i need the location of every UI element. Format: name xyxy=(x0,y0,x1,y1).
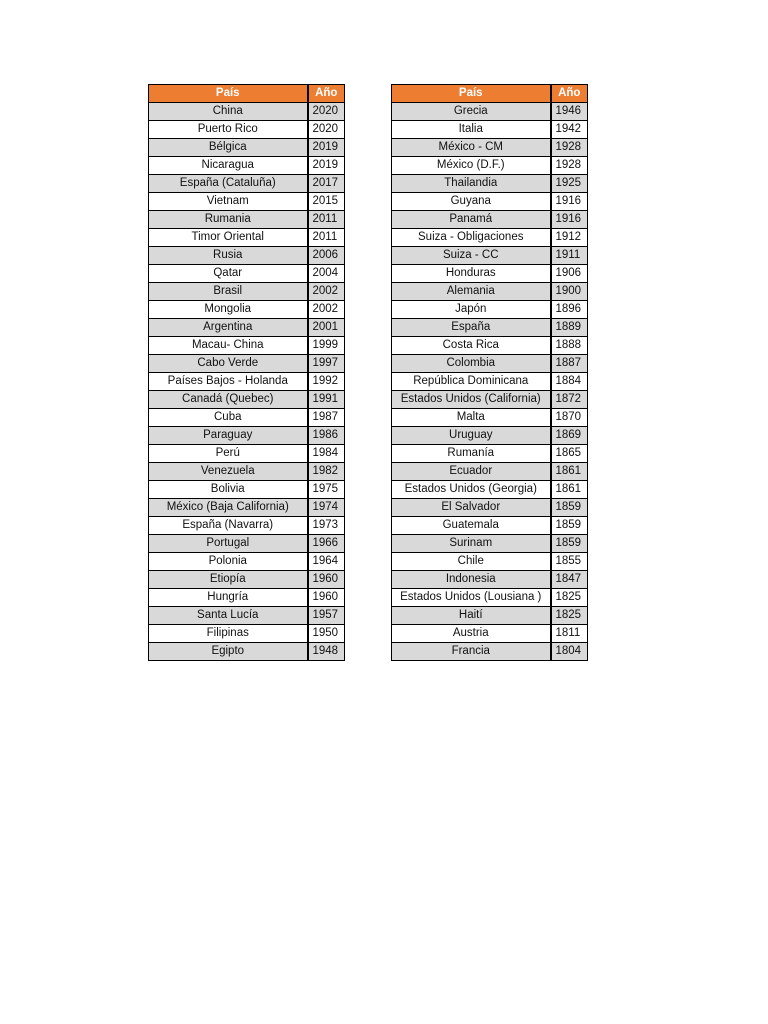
year-cell: 2002 xyxy=(308,301,345,319)
year-cell: 2020 xyxy=(308,103,345,121)
country-cell: Estados Unidos (Georgia) xyxy=(392,481,551,499)
right-country-table xyxy=(391,84,588,661)
table-row xyxy=(392,355,588,373)
table-row xyxy=(149,643,345,661)
column-header-pais: País xyxy=(149,85,308,103)
country-cell: Bélgica xyxy=(149,139,308,157)
year-cell: 2006 xyxy=(308,247,345,265)
table-row xyxy=(392,607,588,625)
year-cell: 1859 xyxy=(551,535,588,553)
country-cell: Costa Rica xyxy=(392,337,551,355)
year-cell: 1946 xyxy=(551,103,588,121)
country-cell: Honduras xyxy=(392,265,551,283)
year-cell: 2017 xyxy=(308,175,345,193)
table-row xyxy=(149,553,345,571)
table-row xyxy=(392,553,588,571)
year-cell: 1855 xyxy=(551,553,588,571)
table-row xyxy=(149,265,345,283)
right-table-body xyxy=(392,103,588,661)
table-row xyxy=(149,499,345,517)
table-row xyxy=(149,409,345,427)
table-row xyxy=(149,535,345,553)
year-cell: 2002 xyxy=(308,283,345,301)
year-cell: 1997 xyxy=(308,355,345,373)
year-cell: 1861 xyxy=(551,463,588,481)
column-header-ano: Año xyxy=(308,85,345,103)
country-cell: Surinam xyxy=(392,535,551,553)
table-row xyxy=(149,625,345,643)
table-row xyxy=(392,103,588,121)
year-cell: 2015 xyxy=(308,193,345,211)
table-row xyxy=(149,301,345,319)
table-row xyxy=(392,409,588,427)
country-cell: Indonesia xyxy=(392,571,551,589)
table-row xyxy=(392,193,588,211)
table-row xyxy=(149,229,345,247)
country-cell: Italia xyxy=(392,121,551,139)
year-cell: 1870 xyxy=(551,409,588,427)
country-cell: Mongolia xyxy=(149,301,308,319)
table-row xyxy=(392,211,588,229)
header-row xyxy=(392,85,588,103)
year-cell: 1986 xyxy=(308,427,345,445)
table-row xyxy=(149,283,345,301)
country-cell: Portugal xyxy=(149,535,308,553)
year-cell: 1889 xyxy=(551,319,588,337)
year-cell: 2020 xyxy=(308,121,345,139)
year-cell: 2019 xyxy=(308,157,345,175)
country-cell: Suiza - CC xyxy=(392,247,551,265)
table-row xyxy=(149,571,345,589)
country-cell: Vietnam xyxy=(149,193,308,211)
table-row xyxy=(392,247,588,265)
table-row xyxy=(149,427,345,445)
table-row xyxy=(392,229,588,247)
year-cell: 1984 xyxy=(308,445,345,463)
year-cell: 1916 xyxy=(551,193,588,211)
year-cell: 1916 xyxy=(551,211,588,229)
table-row xyxy=(392,589,588,607)
country-cell: Thailandia xyxy=(392,175,551,193)
country-cell: República Dominicana xyxy=(392,373,551,391)
table-row xyxy=(392,427,588,445)
country-cell: México (D.F.) xyxy=(392,157,551,175)
table-row xyxy=(392,391,588,409)
table-row xyxy=(149,517,345,535)
table-row xyxy=(149,463,345,481)
year-cell: 1991 xyxy=(308,391,345,409)
country-cell: México - CM xyxy=(392,139,551,157)
table-row xyxy=(392,373,588,391)
year-cell: 1872 xyxy=(551,391,588,409)
year-cell: 1825 xyxy=(551,589,588,607)
country-cell: Bolivia xyxy=(149,481,308,499)
year-cell: 1960 xyxy=(308,589,345,607)
table-row xyxy=(149,139,345,157)
year-cell: 1966 xyxy=(308,535,345,553)
table-row xyxy=(149,175,345,193)
country-cell: España (Cataluña) xyxy=(149,175,308,193)
year-cell: 1982 xyxy=(308,463,345,481)
year-cell: 1975 xyxy=(308,481,345,499)
country-cell: Alemania xyxy=(392,283,551,301)
table-row xyxy=(149,391,345,409)
table-row xyxy=(392,121,588,139)
year-cell: 1974 xyxy=(308,499,345,517)
country-cell: Polonia xyxy=(149,553,308,571)
year-cell: 1811 xyxy=(551,625,588,643)
left-table-body xyxy=(149,103,345,661)
country-cell: Egipto xyxy=(149,643,308,661)
country-cell: Malta xyxy=(392,409,551,427)
table-row xyxy=(149,247,345,265)
country-cell: Uruguay xyxy=(392,427,551,445)
table-row xyxy=(149,103,345,121)
table-row xyxy=(149,481,345,499)
year-cell: 1900 xyxy=(551,283,588,301)
table-row xyxy=(392,517,588,535)
country-cell: Grecia xyxy=(392,103,551,121)
table-row xyxy=(392,625,588,643)
table-row xyxy=(392,643,588,661)
table-row xyxy=(392,139,588,157)
year-cell: 1825 xyxy=(551,607,588,625)
table-row xyxy=(392,265,588,283)
year-cell: 1999 xyxy=(308,337,345,355)
year-cell: 1887 xyxy=(551,355,588,373)
country-cell: Nicaragua xyxy=(149,157,308,175)
country-cell: Países Bajos - Holanda xyxy=(149,373,308,391)
year-cell: 1869 xyxy=(551,427,588,445)
left-country-table xyxy=(148,84,345,661)
year-cell: 2011 xyxy=(308,229,345,247)
country-cell: Colombia xyxy=(392,355,551,373)
country-cell: Qatar xyxy=(149,265,308,283)
year-cell: 1928 xyxy=(551,157,588,175)
table-row xyxy=(149,193,345,211)
country-cell: Filipinas xyxy=(149,625,308,643)
table-row xyxy=(392,535,588,553)
country-cell: Cabo Verde xyxy=(149,355,308,373)
table-row xyxy=(392,571,588,589)
table-row xyxy=(392,175,588,193)
country-cell: Brasil xyxy=(149,283,308,301)
country-cell: Argentina xyxy=(149,319,308,337)
year-cell: 1884 xyxy=(551,373,588,391)
table-row xyxy=(392,481,588,499)
country-cell: Cuba xyxy=(149,409,308,427)
country-cell: Etiopía xyxy=(149,571,308,589)
country-cell: Venezuela xyxy=(149,463,308,481)
table-row xyxy=(392,319,588,337)
country-cell: Puerto Rico xyxy=(149,121,308,139)
country-cell: Suiza - Obligaciones xyxy=(392,229,551,247)
table-row xyxy=(149,607,345,625)
table-row xyxy=(149,445,345,463)
country-cell: Panamá xyxy=(392,211,551,229)
country-cell: Timor Oriental xyxy=(149,229,308,247)
year-cell: 1888 xyxy=(551,337,588,355)
year-cell: 1925 xyxy=(551,175,588,193)
country-cell: Hungría xyxy=(149,589,308,607)
year-cell: 1992 xyxy=(308,373,345,391)
year-cell: 1942 xyxy=(551,121,588,139)
table-row xyxy=(149,373,345,391)
year-cell: 1906 xyxy=(551,265,588,283)
table-row xyxy=(392,337,588,355)
table-row xyxy=(392,283,588,301)
country-cell: Estados Unidos (Lousiana ) xyxy=(392,589,551,607)
year-cell: 1973 xyxy=(308,517,345,535)
country-cell: Ecuador xyxy=(392,463,551,481)
year-cell: 1964 xyxy=(308,553,345,571)
table-row xyxy=(392,463,588,481)
country-cell: Santa Lucía xyxy=(149,607,308,625)
table-row xyxy=(149,355,345,373)
table-row xyxy=(392,301,588,319)
country-cell: Haití xyxy=(392,607,551,625)
country-cell: Austria xyxy=(392,625,551,643)
country-cell: Guatemala xyxy=(392,517,551,535)
table-row xyxy=(149,589,345,607)
table-row xyxy=(392,445,588,463)
country-cell: Canadá (Quebec) xyxy=(149,391,308,409)
column-header-ano: Año xyxy=(551,85,588,103)
table-row xyxy=(149,211,345,229)
country-cell: Estados Unidos (California) xyxy=(392,391,551,409)
column-header-pais: País xyxy=(392,85,551,103)
year-cell: 1804 xyxy=(551,643,588,661)
table-row xyxy=(392,499,588,517)
year-cell: 2019 xyxy=(308,139,345,157)
year-cell: 1859 xyxy=(551,517,588,535)
country-cell: Rumania xyxy=(149,211,308,229)
country-cell: Perú xyxy=(149,445,308,463)
year-cell: 1912 xyxy=(551,229,588,247)
table-row xyxy=(149,121,345,139)
year-cell: 2011 xyxy=(308,211,345,229)
year-cell: 1987 xyxy=(308,409,345,427)
country-cell: El Salvador xyxy=(392,499,551,517)
header-row xyxy=(149,85,345,103)
year-cell: 1859 xyxy=(551,499,588,517)
country-cell: Chile xyxy=(392,553,551,571)
country-cell: Rusia xyxy=(149,247,308,265)
year-cell: 2001 xyxy=(308,319,345,337)
year-cell: 2004 xyxy=(308,265,345,283)
year-cell: 1960 xyxy=(308,571,345,589)
country-cell: Guyana xyxy=(392,193,551,211)
country-cell: Rumanía xyxy=(392,445,551,463)
year-cell: 1896 xyxy=(551,301,588,319)
year-cell: 1957 xyxy=(308,607,345,625)
table-row xyxy=(392,157,588,175)
country-cell: Macau- China xyxy=(149,337,308,355)
country-cell: Paraguay xyxy=(149,427,308,445)
country-cell: España (Navarra) xyxy=(149,517,308,535)
table-row xyxy=(149,157,345,175)
table-row xyxy=(149,337,345,355)
year-cell: 1950 xyxy=(308,625,345,643)
year-cell: 1847 xyxy=(551,571,588,589)
country-cell: España xyxy=(392,319,551,337)
year-cell: 1911 xyxy=(551,247,588,265)
year-cell: 1948 xyxy=(308,643,345,661)
year-cell: 1861 xyxy=(551,481,588,499)
country-cell: Francia xyxy=(392,643,551,661)
year-cell: 1928 xyxy=(551,139,588,157)
country-cell: China xyxy=(149,103,308,121)
country-cell: Japón xyxy=(392,301,551,319)
country-cell: México (Baja California) xyxy=(149,499,308,517)
table-row xyxy=(149,319,345,337)
year-cell: 1865 xyxy=(551,445,588,463)
